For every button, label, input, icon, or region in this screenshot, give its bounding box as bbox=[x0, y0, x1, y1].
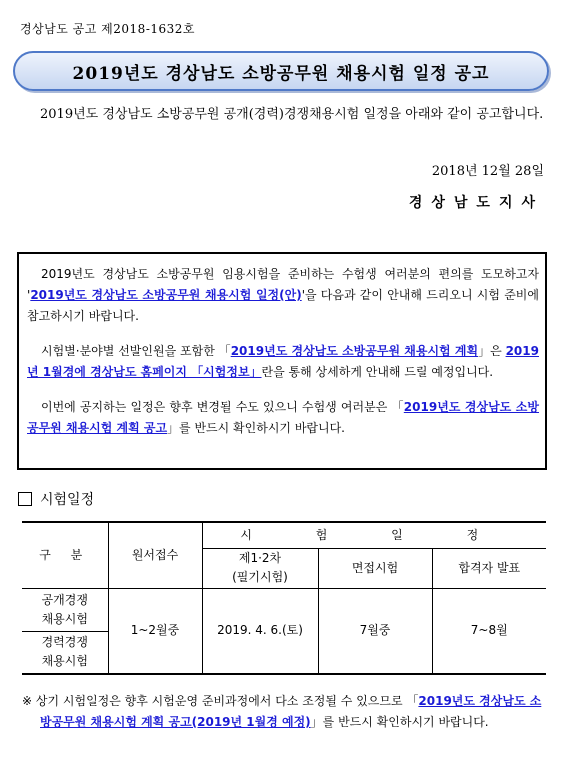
footnote-text: 상기 시험일정은 향후 시험운영 준비과정에서 다소 조정될 수 있으므로 「 bbox=[35, 694, 419, 708]
footnote bbox=[22, 691, 550, 733]
notice-paragraph-2 bbox=[27, 341, 539, 383]
signer-name: 경상남도지사 bbox=[408, 195, 544, 211]
header-application: 원서접수 bbox=[108, 522, 202, 588]
notice-text: 」를 반드시 확인하시기 바랍니다. bbox=[167, 421, 346, 435]
checkbox-icon bbox=[18, 492, 32, 506]
notice-text: 」은 bbox=[478, 344, 506, 358]
notice-highlight: 2019년도 경상남도 소방공무원 채용시험 계획 공고 bbox=[27, 400, 539, 435]
notice-box bbox=[17, 252, 547, 470]
document-number: 경상남도 공고 제2018-1632호 bbox=[20, 22, 195, 36]
section-title: 시험일정 bbox=[40, 492, 95, 508]
title-text: 2019년도 경상남도 소방공무원 채용시험 일정 공고 bbox=[72, 63, 490, 84]
notice-paragraph-1 bbox=[27, 264, 539, 327]
notice-text: '을 다음과 같이 안내해 드리오니 시험 준비에 참고하시기 바랍니다. bbox=[27, 288, 539, 323]
table-row-category: 경력경쟁 채용시험 bbox=[22, 631, 108, 674]
reference-mark-icon: ※ bbox=[22, 694, 33, 708]
page-title bbox=[13, 51, 549, 91]
cell-interview: 7월중 bbox=[318, 588, 432, 674]
cell-application: 1~2월중 bbox=[108, 588, 202, 674]
header-exam-schedule bbox=[202, 522, 546, 548]
footnote-text: 」를 반드시 확인하시기 바랍니다. bbox=[310, 715, 489, 729]
header-category bbox=[22, 522, 108, 588]
intro-text: 2019년도 경상남도 소방공무원 공개(경력)경쟁채용시험 일정을 아래와 같이 공고합니다. bbox=[40, 107, 544, 122]
table-row-category: 공개경쟁 채용시험 bbox=[22, 588, 108, 631]
notice-paragraph-3 bbox=[27, 397, 539, 439]
schedule-table bbox=[22, 521, 546, 675]
cell-written: 2019. 4. 6.(토) bbox=[202, 588, 318, 674]
header-text: 구 분 bbox=[39, 547, 91, 562]
notice-text: 2019년도 경상남도 소방공무원 임용시험을 준비하는 수험생 여러분의 편의를 도모하고자 ' bbox=[27, 267, 539, 302]
header-text: 시 험 일 정 bbox=[240, 527, 509, 542]
cell-result: 7~8월 bbox=[432, 588, 546, 674]
notice-text: 이번에 공지하는 일정은 향후 변경될 수도 있으니 수험생 여러분은 「 bbox=[41, 400, 404, 414]
announcement-date: 2018년 12월 28일 bbox=[431, 164, 544, 179]
notice-highlight: 2019년도 경상남도 소방공무원 채용시험 일정(안) bbox=[30, 288, 302, 302]
header-written: 제1·2차 (필기시험) bbox=[202, 548, 318, 588]
header-result: 합격자 발표 bbox=[432, 548, 546, 588]
notice-highlight: 2019년 1월경에 경상남도 홈페이지 「시험정보」 bbox=[27, 344, 539, 379]
header-interview: 면접시험 bbox=[318, 548, 432, 588]
notice-text: 시험별·분야별 선발인원을 포함한 「 bbox=[41, 344, 231, 358]
section-heading bbox=[18, 489, 94, 509]
footnote-highlight: 2019년도 경상남도 소방공무원 채용시험 계획 공고(2019년 1월경 예정) bbox=[40, 694, 542, 729]
notice-highlight: 2019년도 경상남도 소방공무원 채용시험 계획 bbox=[230, 344, 479, 358]
notice-text: 란을 통해 상세하게 안내해 드릴 예정입니다. bbox=[261, 365, 494, 379]
